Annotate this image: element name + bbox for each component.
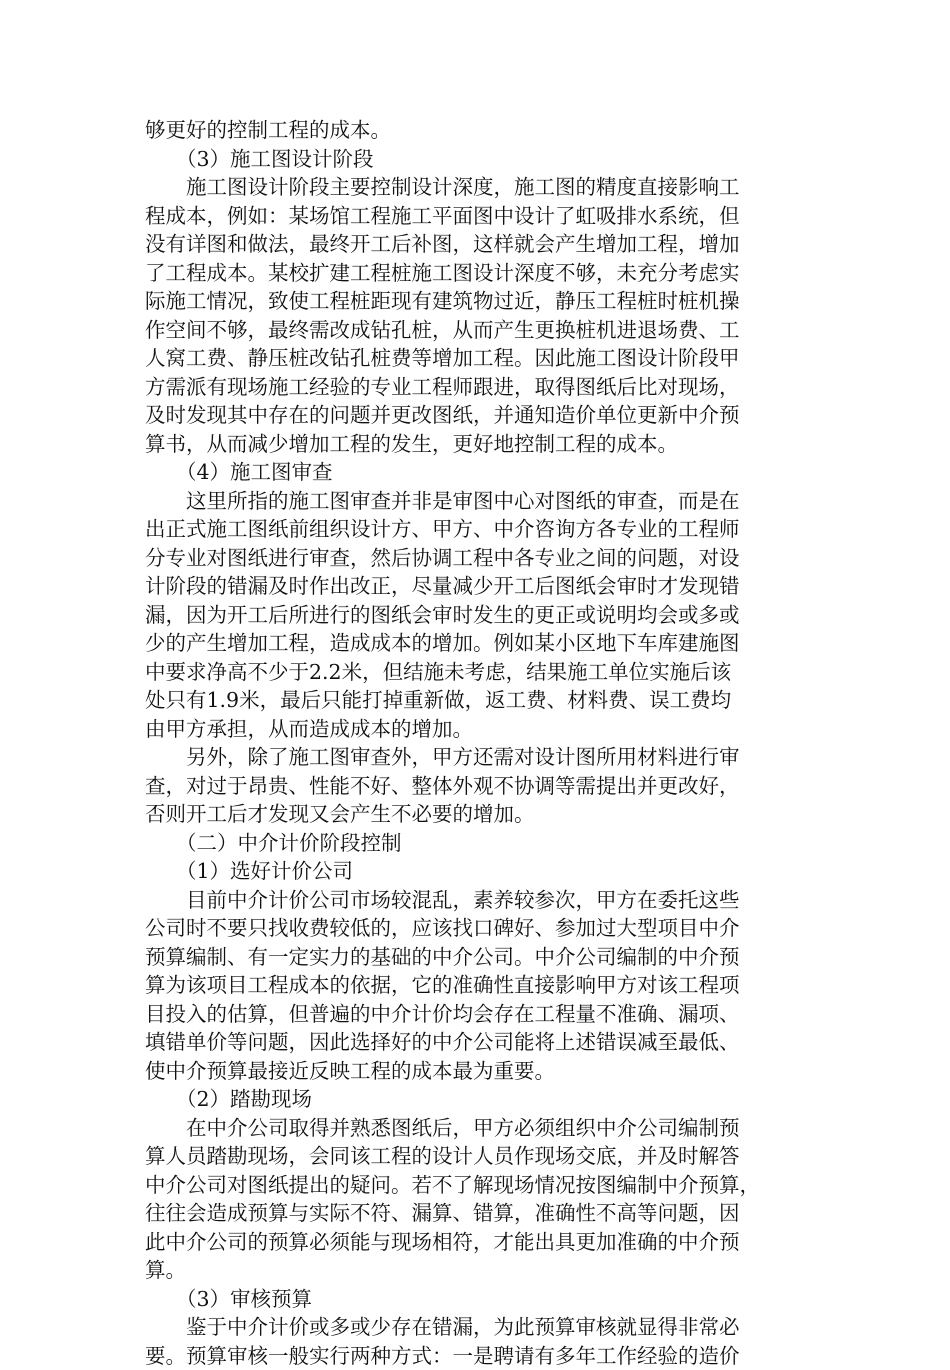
- text-line: 及时发现其中存在的问题并更改图纸，并通知造价单位更新中介预: [145, 401, 797, 430]
- text-line: 方需派有现场施工经验的专业工程师跟进，取得图纸后比对现场，: [145, 373, 797, 402]
- text-line: 处只有1.9米，最后只能打掉重新做，返工费、材料费、误工费均: [145, 686, 797, 715]
- text-line: 人窝工费、静压桩改钻孔桩费等增加工程。因此施工图设计阶段甲: [145, 344, 797, 373]
- text-line: 中要求净高不少于2.2米，但结施未考虑，结果施工单位实施后该: [145, 658, 797, 687]
- text-line: 鉴于中介计价或多或少存在错漏，为此预算审核就显得非常必: [145, 1313, 797, 1342]
- text-line: 否则开工后才发现又会产生不必要的增加。: [145, 800, 797, 829]
- text-line: 计阶段的错漏及时作出改正，尽量减少开工后图纸会审时才发现错: [145, 572, 797, 601]
- document-body: [145, 116, 797, 1370]
- text-line: 要。预算审核一般实行两种方式：一是聘请有多年工作经验的造价: [145, 1342, 797, 1370]
- document-page: [145, 116, 797, 1370]
- text-line: 目前中介计价公司市场较混乱，素养较参次，甲方在委托这些: [145, 886, 797, 915]
- text-line: 出正式施工图纸前组织设计方、甲方、中介咨询方各专业的工程师: [145, 515, 797, 544]
- text-line: 查，对过于昂贵、性能不好、整体外观不协调等需提出并更改好，: [145, 772, 797, 801]
- section-heading: （1）选好计价公司: [145, 857, 797, 886]
- text-line: 漏，因为开工后所进行的图纸会审时发生的更正或说明均会或多或: [145, 601, 797, 630]
- section-heading: （2）踏勘现场: [145, 1085, 797, 1114]
- text-line: 使中介预算最接近反映工程的成本最为重要。: [145, 1057, 797, 1086]
- section-heading: （3）审核预算: [145, 1285, 797, 1314]
- text-line: 分专业对图纸进行审查，然后协调工程中各专业之间的问题，对设: [145, 544, 797, 573]
- text-line: 这里所指的施工图审查并非是审图中心对图纸的审查，而是在: [145, 487, 797, 516]
- text-line: 由甲方承担，从而造成成本的增加。: [145, 715, 797, 744]
- text-line: 少的产生增加工程，造成成本的增加。例如某小区地下车库建施图: [145, 629, 797, 658]
- text-line: 作空间不够，最终需改成钻孔桩，从而产生更换桩机进退场费、工: [145, 316, 797, 345]
- text-line: 往往会造成预算与实际不符、漏算、错算，准确性不高等问题，因: [145, 1199, 797, 1228]
- text-line: 在中介公司取得并熟悉图纸后，甲方必须组织中介公司编制预: [145, 1114, 797, 1143]
- text-line: 目投入的估算，但普遍的中介计价均会存在工程量不准确、漏项、: [145, 1000, 797, 1029]
- section-heading: （二）中介计价阶段控制: [145, 829, 797, 858]
- text-line: 际施工情况，致使工程桩距现有建筑物过近，静压工程桩时桩机操: [145, 287, 797, 316]
- text-line: 此中介公司的预算必须能与现场相符，才能出具更加准确的中介预: [145, 1228, 797, 1257]
- text-line: 没有详图和做法，最终开工后补图，这样就会产生增加工程，增加: [145, 230, 797, 259]
- section-heading: （4）施工图审查: [145, 458, 797, 487]
- text-line: 公司时不要只找收费较低的，应该找口碑好、参加过大型项目中介: [145, 914, 797, 943]
- text-line: 算。: [145, 1256, 797, 1285]
- text-line: 填错单价等问题，因此选择好的中介公司能将上述错误减至最低、: [145, 1028, 797, 1057]
- text-line: 算书，从而减少增加工程的发生，更好地控制工程的成本。: [145, 430, 797, 459]
- section-heading: （3）施工图设计阶段: [145, 145, 797, 174]
- text-line: 了工程成本。某校扩建工程桩施工图设计深度不够，未充分考虑实: [145, 259, 797, 288]
- text-line: 够更好的控制工程的成本。: [145, 116, 797, 145]
- text-line: 程成本，例如：某场馆工程施工平面图中设计了虹吸排水系统，但: [145, 202, 797, 231]
- text-line: 算人员踏勘现场，会同该工程的设计人员作现场交底，并及时解答: [145, 1142, 797, 1171]
- text-line: 中介公司对图纸提出的疑问。若不了解现场情况按图编制中介预算，: [145, 1171, 797, 1200]
- text-line: 算为该项目工程成本的依据，它的准确性直接影响甲方对该工程项: [145, 971, 797, 1000]
- text-line: 施工图设计阶段主要控制设计深度，施工图的精度直接影响工: [145, 173, 797, 202]
- text-line: 预算编制、有一定实力的基础的中介公司。中介公司编制的中介预: [145, 943, 797, 972]
- text-line: 另外，除了施工图审查外，甲方还需对设计图所用材料进行审: [145, 743, 797, 772]
